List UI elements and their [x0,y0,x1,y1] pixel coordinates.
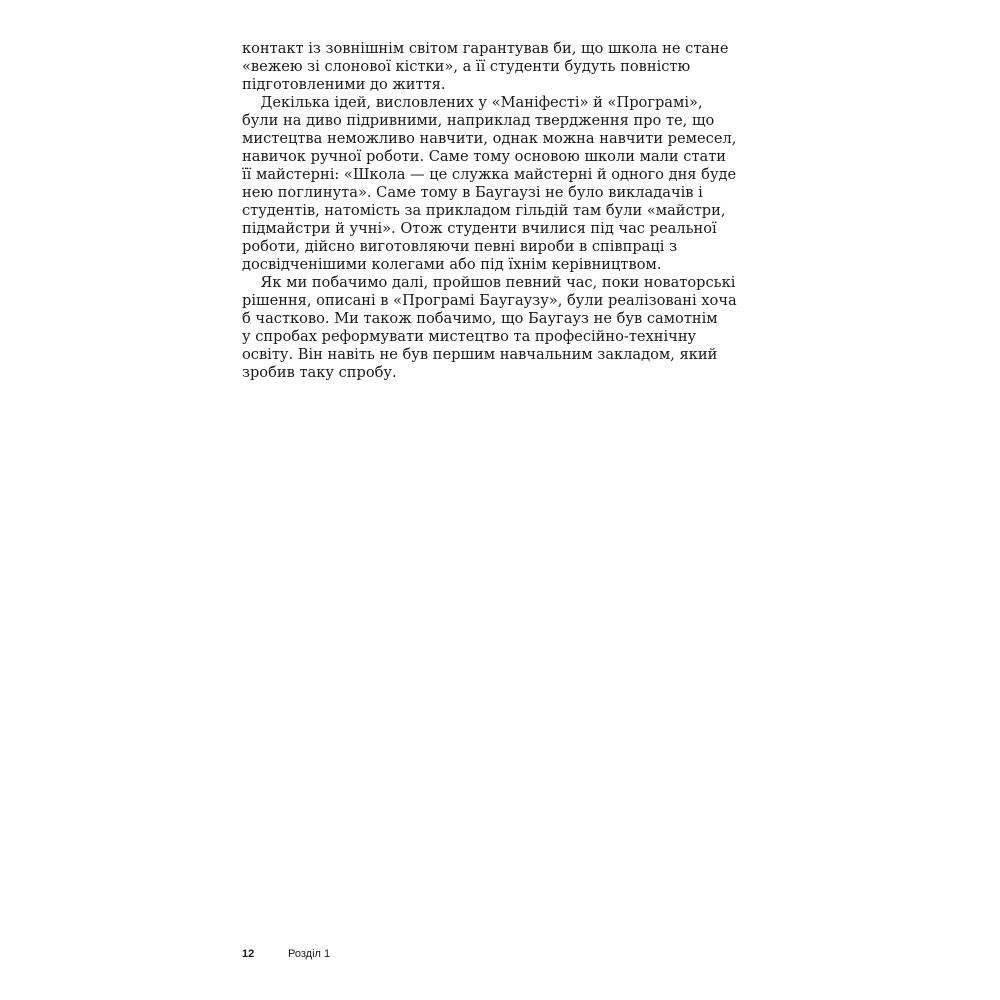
text-line: навичок ручної роботи. Саме тому основою школи мали стати [242,148,727,165]
text-line: нею поглинута». Саме тому в Баугаузі не було викладачів і [242,184,703,201]
text-line: мистецтва неможливо навчити, однак можна навчити ремесел, [242,130,737,147]
page-footer [242,948,330,960]
text-line: підготовленими до життя. [242,76,446,93]
text-line: роботи, дійсно виготовляючи певні вироби в співпраці з [242,238,678,255]
text-line: досвідченішими колегами або під їхнім керівництвом. [242,256,662,273]
text-line: підмайстри й учні». Отож студенти вчилися під час реальної [242,220,717,237]
page-number: 12 [242,948,255,960]
text-line: б частково. Ми також побачимо, що Баугауз не був самотнім [242,310,718,327]
text-line: контакт із зовнішнім світом гарантував би, що школа не стане [242,40,729,57]
body-text [242,40,737,382]
text-line: рішення, описані в «Програмі Баугаузу», були реалізовані хоча [242,292,737,309]
text-line: були на диво підривними, наприклад твердження про те, що [242,112,715,129]
section-label: Розділ 1 [288,948,331,960]
text-line: зробив таку спробу. [242,364,397,381]
text-line: «вежею зі слонової кістки», а її студенти будуть повністю [242,58,691,75]
text-line: Декілька ідей, висловлених у «Маніфесті» й «Програмі», [242,94,703,111]
text-line: освіту. Він навіть не був першим навчальним закладом, який [242,346,718,363]
text-line: Як ми побачимо далі, пройшов певний час, поки новаторські [242,274,736,291]
text-line: студентів, натомість за прикладом гільдій там були «майстри, [242,202,726,219]
text-line: її майстерні: «Школа — це служка майстерні й одного дня буде [242,166,737,183]
text-line: у спробах реформувати мистецтво та професійно-технічну [242,328,697,345]
